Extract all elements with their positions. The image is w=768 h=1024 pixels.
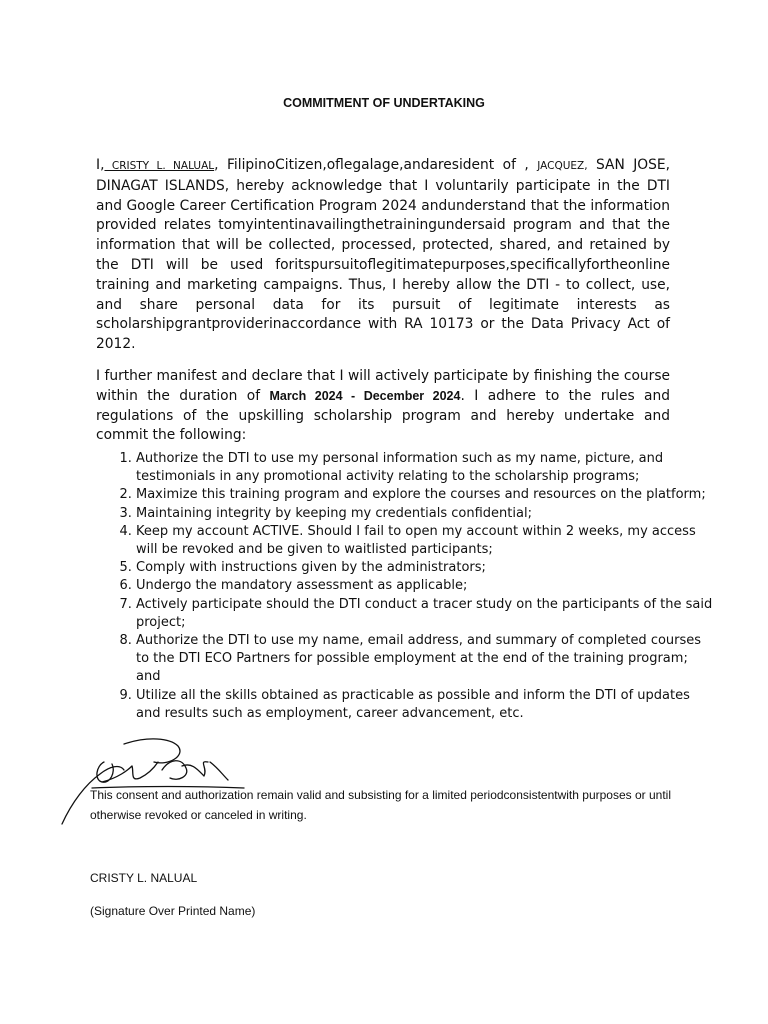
commitment-item: 8. Authorize the DTI to use my name, email address, and summary of completed courses to the DTI ECO Partners for possible employment at the end of the training program; and [136, 632, 716, 687]
commitment-item: 9. Utilize all the skills obtained as practicable as possible and inform the DTI of updates and results such as employment, career advancement, etc. [136, 687, 716, 723]
commitment-list [96, 450, 716, 723]
duration-date-range: March 2024 - December 2024 [269, 388, 461, 403]
signature-caption: (Signature Over Printed Name) [90, 904, 256, 918]
commitment-item: 6. Undergo the mandatory assessment as applicable; [136, 577, 716, 595]
para2-before-date: I further manifest and declare that I will actively participate by finishing the course within the duration of [96, 368, 670, 404]
para1-prefix: I, [96, 157, 105, 173]
para1-after-name: , FilipinoCitizen,oflegalage,andaresident of , [214, 157, 529, 173]
address-small: JACQUEZ, [537, 160, 588, 172]
commitment-item: 3. Maintaining integrity by keeping my credentials confidential; [136, 505, 716, 523]
consent-validity-text: This consent and authorization remain valid and subsisting for a limited periodconsistentwith purposes or until otherwise revoked or canceled in writing. [90, 788, 671, 822]
declaration-paragraph [96, 367, 670, 446]
printed-name: CRISTY L. NALUAL [90, 871, 198, 885]
commitment-item: 1. Authorize the DTI to use my personal information such as my name, picture, and testimonials in any promotional activity relating to the scholarship programs; [136, 450, 716, 486]
commitment-item: 4. Keep my account ACTIVE. Should I fail to open my account within 2 weeks, my access will be revoked and be given to waitlisted participants; [136, 523, 716, 559]
commitment-item: 5. Comply with instructions given by the administrators; [136, 559, 716, 577]
commitment-item: 2. Maximize this training program and explore the courses and resources on the platform; [136, 486, 716, 504]
para2-after-date: . I adhere to the rules and regulations of the upskilling scholarship program and hereby undertake and commit the following: [96, 387, 670, 444]
consent-paragraph [96, 156, 670, 355]
document-title: COMMITMENT OF UNDERTAKING [283, 96, 485, 110]
commitment-item: 7. Actively participate should the DTI conduct a tracer study on the participants of the said project; [136, 596, 716, 632]
participant-name: CRISTY L. NALUAL [104, 160, 215, 172]
para1-rest: SAN JOSE, DINAGAT ISLANDS, hereby acknowledge that I voluntarily participate in the DTI and Google Career Certification Program 2024 andunderstand that the information provided relates tomyintentinavailingthetrainingundersaid program and that the information that will be collected, processed, protected, shared, and retained by the DTI will be used foritspursuitoflegitimatepurposes,specificallyfortheonline training and marketing campaigns. Thus, I hereby allow the DTI - to collect, use, and share personal data for its pursuit of legitimate interests as scholarshipgrantproviderinaccordance with RA 10173 or the Data Privacy Act of 2012. [96, 157, 671, 353]
